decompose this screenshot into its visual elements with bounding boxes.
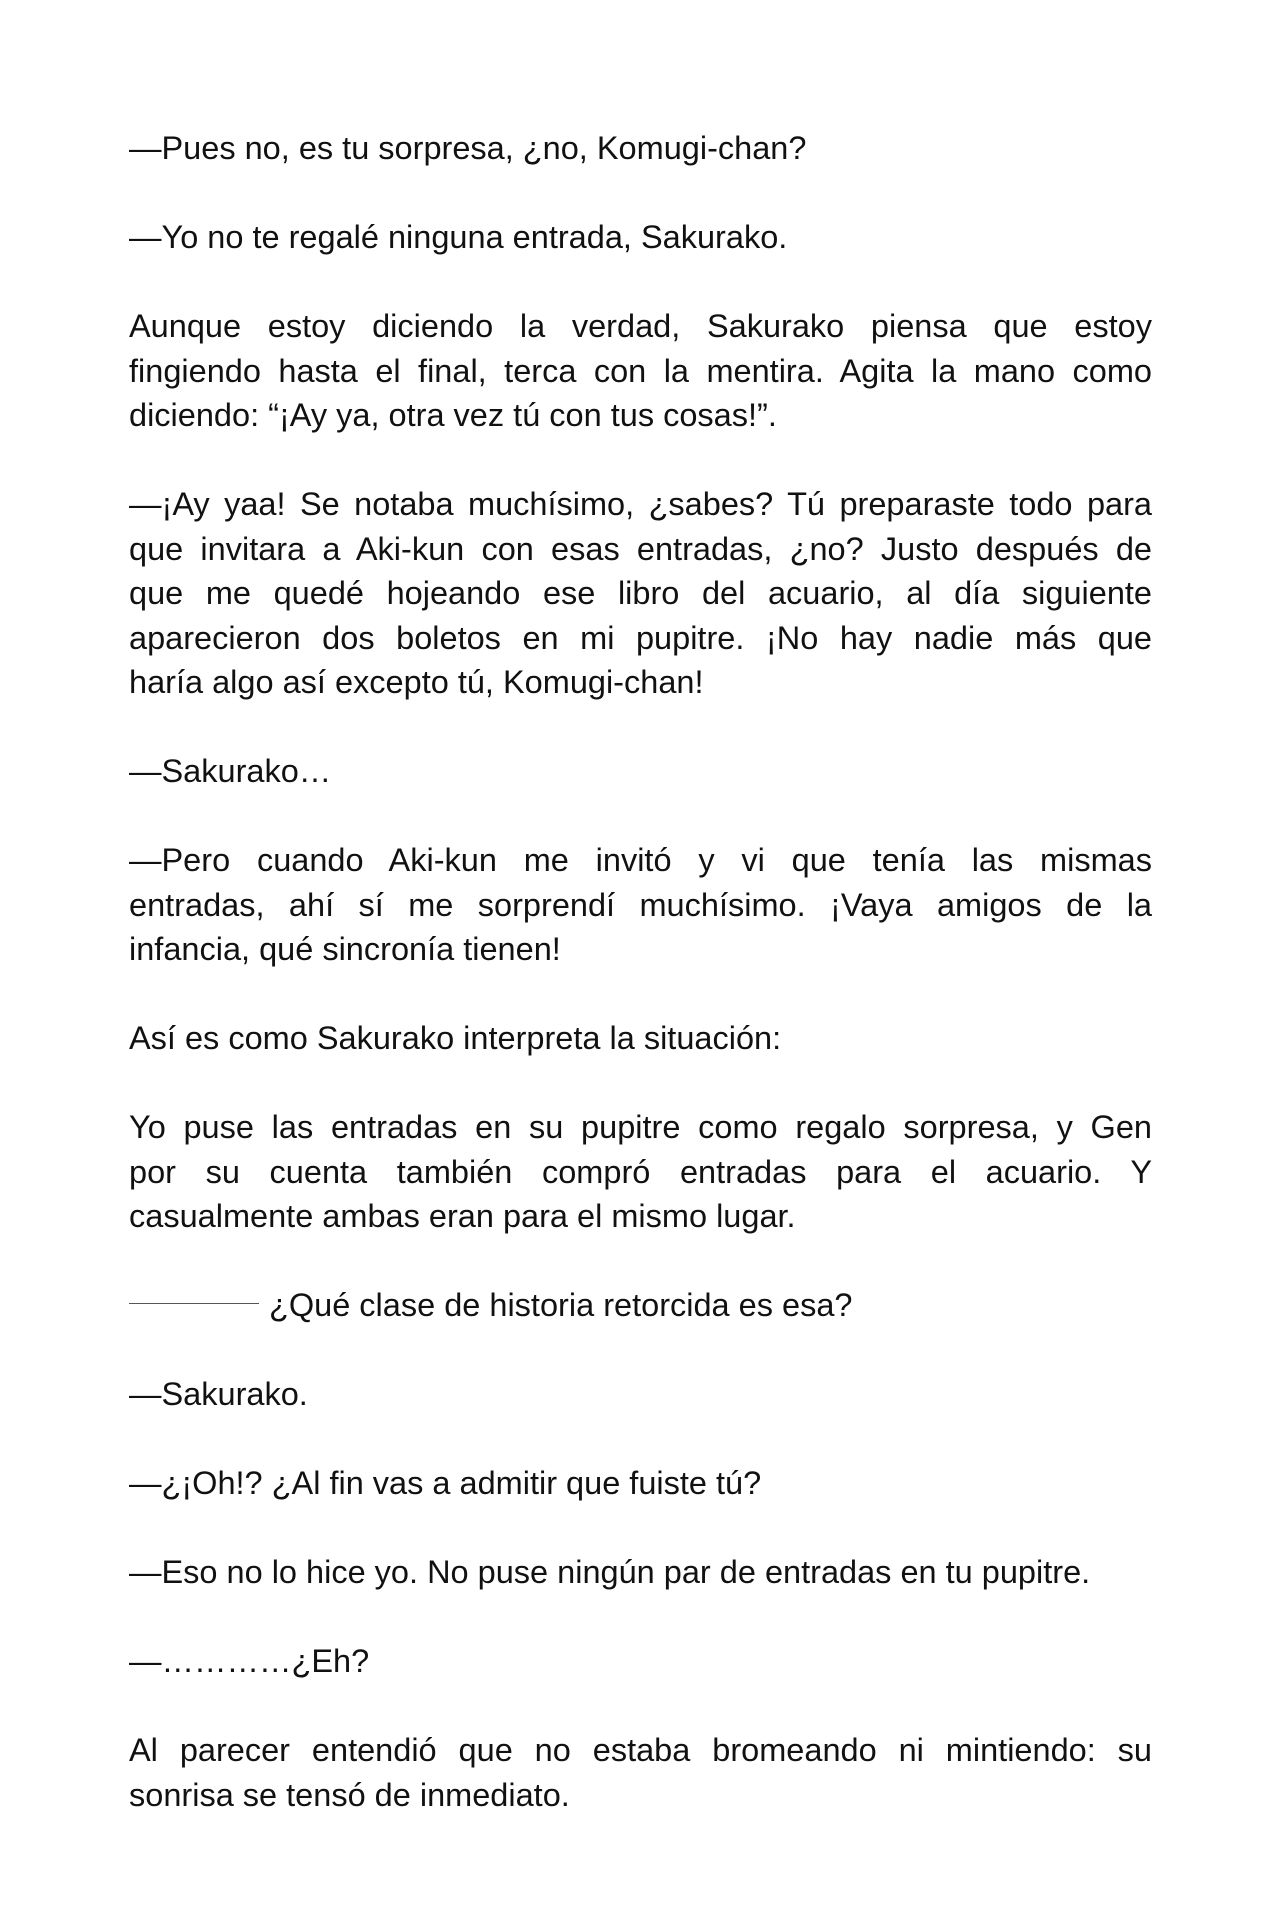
line: —Pues no, es tu sorpresa, ¿no, Komugi-chan? — [129, 130, 807, 166]
paragraph-7 — [129, 1016, 1152, 1061]
line: sonrisa se tensó de inmediato. — [129, 1776, 570, 1813]
paragraph-14 — [129, 1728, 1152, 1817]
scene-break-text: ¿Qué clase de historia retorcida es esa? — [269, 1287, 853, 1323]
paragraph-8 — [129, 1105, 1152, 1239]
paragraph-10 — [129, 1372, 1152, 1417]
line: que invitara a Aki-kun con esas entradas, ¿no? Justo después de — [129, 530, 1152, 567]
line: casualmente ambas eran para el mismo lugar. — [129, 1198, 796, 1234]
line: —¿¡Oh!? ¿Al fin vas a admitir que fuiste tú? — [129, 1465, 762, 1501]
paragraph-13 — [129, 1639, 1152, 1684]
paragraph-6 — [129, 838, 1152, 972]
line: aparecieron dos boletos en mi pupitre. ¡No hay nadie más que — [129, 619, 1152, 656]
line: infancia, qué sincronía tienen! — [129, 931, 561, 967]
horizontal-rule — [129, 1303, 259, 1304]
line: Aunque estoy diciendo la verdad, Sakurako piensa que estoy — [129, 308, 1152, 344]
paragraph-5 — [129, 749, 1152, 794]
line: —Pero cuando Aki-kun me invitó y vi que tenía las mismas — [129, 842, 1152, 878]
line: —¡Ay yaa! Se notaba muchísimo, ¿sabes? Tú preparaste todo para — [129, 486, 1152, 522]
paragraph-9-scene-break — [129, 1283, 1152, 1328]
line: Al parecer entendió que no estaba bromeando ni mintiendo: su — [129, 1732, 1152, 1768]
paragraph-3 — [129, 304, 1152, 438]
line: fingiendo hasta el final, terca con la mentira. Agita la mano como — [129, 352, 1152, 389]
line: haría algo así excepto tú, Komugi-chan! — [129, 664, 704, 700]
line — [129, 1283, 1152, 1328]
line: Yo puse las entradas en su pupitre como regalo sorpresa, y Gen — [129, 1109, 1152, 1145]
paragraph-11 — [129, 1461, 1152, 1506]
line: —Sakurako… — [129, 753, 332, 789]
line: entradas, ahí sí me sorprendí muchísimo. ¡Vaya amigos de la — [129, 886, 1152, 923]
line: —Sakurako. — [129, 1376, 308, 1412]
paragraph-1 — [129, 126, 1152, 171]
line: por su cuenta también compró entradas para el acuario. Y — [129, 1153, 1152, 1190]
line: que me quedé hojeando ese libro del acuario, al día siguiente — [129, 575, 1152, 611]
line: diciendo: “¡Ay ya, otra vez tú con tus cosas!”. — [129, 397, 777, 433]
line: —…………¿Eh? — [129, 1643, 370, 1679]
line: Así es como Sakurako interpreta la situación: — [129, 1020, 782, 1056]
paragraph-12 — [129, 1550, 1152, 1595]
line: —Yo no te regalé ninguna entrada, Sakurako. — [129, 219, 788, 255]
line: —Eso no lo hice yo. No puse ningún par de entradas en tu pupitre. — [129, 1554, 1091, 1590]
paragraph-2 — [129, 215, 1152, 260]
paragraph-4 — [129, 482, 1152, 705]
